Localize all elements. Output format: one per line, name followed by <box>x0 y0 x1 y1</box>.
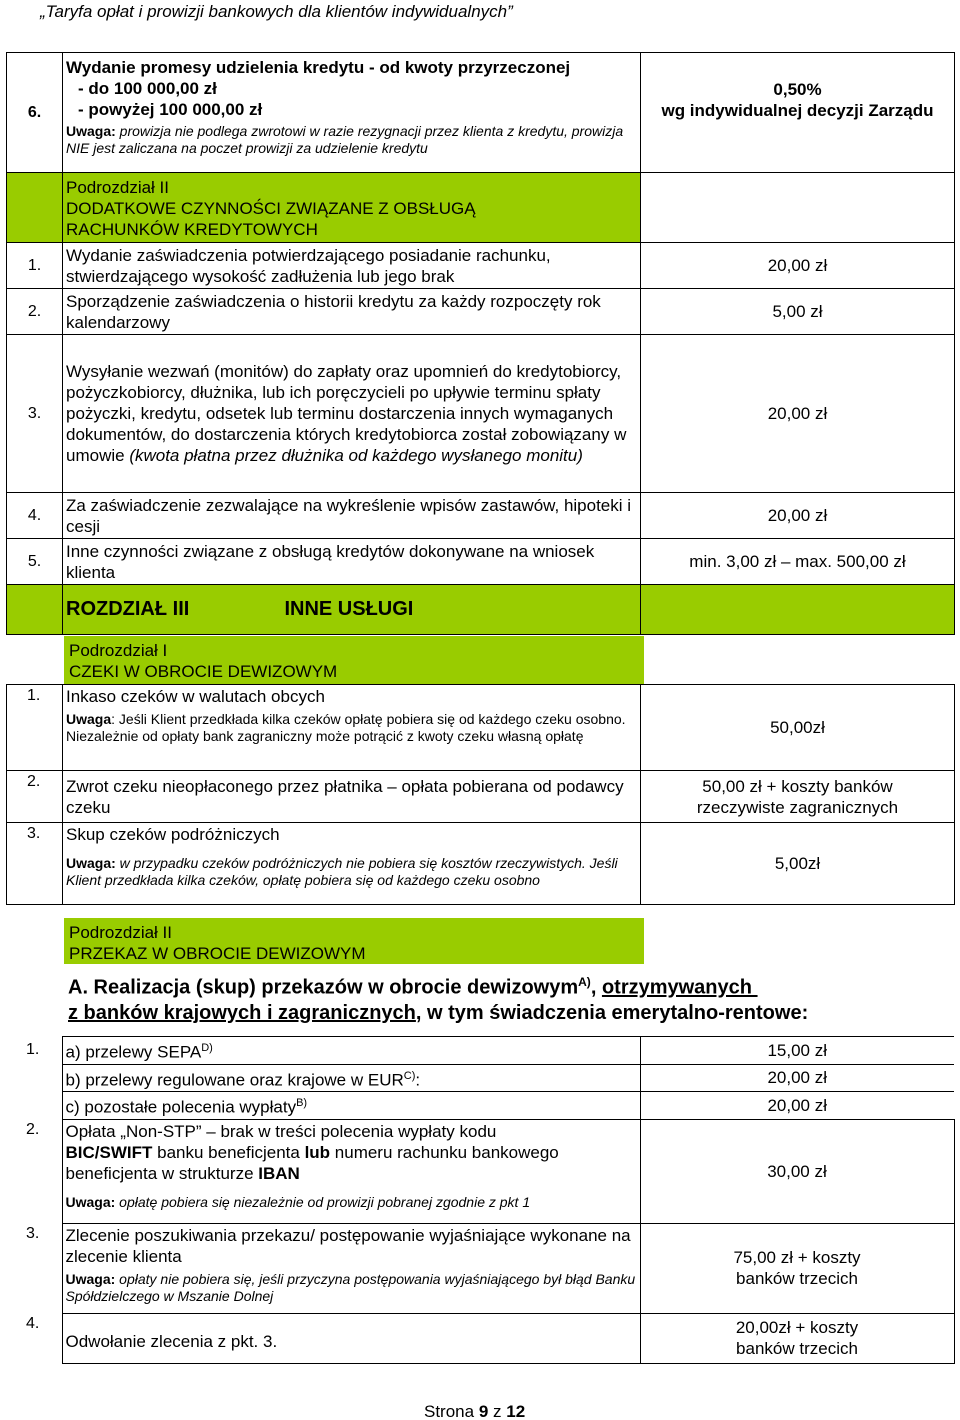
table-row <box>7 173 955 243</box>
row-note: Uwaga: Jeśli Klient przedkłada kilka czeków opłatę pobiera się od każdego czeku osobno. Niezależnie od opłaty bank zagraniczny może potrącić z kwoty czeku własną opłatę <box>66 711 626 744</box>
row-description: b) przelewy regulowane oraz krajowe w EUR <box>65 1070 404 1090</box>
row-number: 1. <box>26 1041 40 1059</box>
table-row <box>7 585 955 635</box>
row-description: a) przelewy SEPA <box>65 1042 202 1062</box>
table-row: 1. a) przelewy $SEPA^{D)}$ 15,00 zł <box>6 1037 954 1065</box>
price-value: 5,00zł <box>641 823 955 905</box>
table-row <box>7 539 955 585</box>
price-value: 5,00 zł <box>641 289 955 335</box>
row-description: c) pozostałe polecenia wypłaty <box>65 1097 297 1117</box>
table-row <box>7 335 955 493</box>
table-row: b) przelewy regulowane oraz krajowe w $EUR^{C)}$: 20,00 zł <box>6 1064 954 1092</box>
row-description: Wysyłanie wezwań (monitów) do zapłaty oraz upomnień do kredytobiorcy, pożyczkobiorcy, dłużnika, lub ich poręczycieli po upływie terminu spłaty pożyczki, kredytu, odsetek lub terminu dostarczenia innych wymaganych dokumentów, do dostarczenia których kredytobiorca został zobowiązany w umowie <box>66 362 627 465</box>
price-value: 20,00 zł <box>641 493 955 539</box>
row-note: Uwaga: w przypadku czeków podróżniczych nie pobiera się kosztów rzeczywistych. Jeśli Klient przedkłada kilka czeków, opłatę pobiera się od każdego czeku osobno <box>66 855 618 888</box>
price-value: 20,00 zł <box>640 1064 954 1092</box>
price-value: 75,00 zł + koszty <box>733 1248 861 1268</box>
subsection-title: RACHUNKÓW KREDYTOWYCH <box>66 220 318 239</box>
page-number: 9 <box>478 1402 489 1420</box>
price-value: 50,00zł <box>641 685 955 771</box>
row-number: 1. <box>7 685 63 771</box>
price-value: 20,00 zł <box>640 1092 954 1120</box>
subsection-title: DODATKOWE CZYNNOŚCI ZWIĄZANE Z OBSŁUGĄ <box>66 199 476 218</box>
table-row <box>7 243 955 289</box>
row-number: 6. <box>27 103 42 121</box>
table-row <box>7 685 955 771</box>
table-row <box>6 1223 954 1313</box>
row-description: BIC/SWIFT banku beneficjenta lub numeru rachunku bankowego <box>65 1142 559 1162</box>
row-number: 3. <box>26 1225 40 1243</box>
row-number: 2. <box>7 771 63 823</box>
fees-table-transfers <box>6 1036 955 1364</box>
row-title: Odwołanie zlecenia z pkt. 3. <box>62 1313 640 1363</box>
row-note: Uwaga: opłaty nie pobiera się, jeśli przyczyna postępowania wyjaśniającego był błąd Banku Spółdzielczego w Mszanie Dolnej <box>65 1270 636 1304</box>
row-number: 3. <box>7 823 63 905</box>
section-a-heading: A. Realizacja (skup) przekazów w obrocie dewizowym$^{A)}$, otrzymywanych z banków krajowych i zagranicznych, w tym świadczenia emerytalno-rentowe: <box>68 975 809 1024</box>
fees-table-credit <box>6 52 955 635</box>
price-value: 15,00 zł <box>640 1037 954 1065</box>
subsection-title: PRZEKAZ W OBROCIE DEWIZOWYM <box>69 944 366 963</box>
row-title: Wydanie promesy udzielenia kredytu - od kwoty przyrzeczonej <box>66 58 571 77</box>
price-value: 20,00 zł <box>641 335 955 493</box>
subsection-title: CZEKI W OBROCIE DEWIZOWYM <box>69 662 338 681</box>
price-value: 30,00 zł <box>640 1119 954 1223</box>
page-total: 12 <box>506 1402 526 1420</box>
page-footer: Strona 9 z 12 <box>424 1402 526 1420</box>
row-note: Uwaga: opłatę pobiera się niezależnie od prowizji pobranej zgodnie z pkt 1 <box>65 1193 531 1210</box>
row-number: 4. <box>7 493 63 539</box>
row-line: - powyżej 100 000,00 zł <box>78 100 263 119</box>
row-number: 4. <box>26 1315 40 1333</box>
price-value: 0,50% <box>773 80 822 99</box>
row-description: Wydanie zaświadczenia potwierdzającego posiadanie rachunku, stwierdzającego wysokość zadłużenia lub jego brak <box>63 243 641 289</box>
table-row <box>7 289 955 335</box>
row-description-italic: (kwota płatna przez dłużnika od każdego wysłanego monitu) <box>129 446 583 465</box>
transfers-header <box>64 918 644 964</box>
row-number: 2. <box>26 1121 40 1139</box>
table-row <box>7 53 955 173</box>
table-row <box>7 493 955 539</box>
subsection-label: Podrozdział II <box>69 923 172 942</box>
row-title: Zwrot czeku nieopłaconego przez płatnika – opłata pobierana od podawcy czeku <box>63 771 641 823</box>
row-number: 3. <box>7 335 63 493</box>
row-number: 5. <box>7 539 63 585</box>
cheques-header <box>64 636 644 684</box>
row-title: Inkaso czeków w walutach obcych <box>66 687 325 706</box>
row-description: Opłata „Non-STP” – brak w treści polecenia wypłaty kodu <box>65 1121 497 1141</box>
row-title: Skup czeków podróżniczych <box>66 825 280 844</box>
price-value: rzeczywiste zagranicznych <box>696 797 899 817</box>
price-value: 50,00 zł + koszty banków <box>702 776 893 796</box>
table-row: c) pozostałe polecenia wypłaty$^{B)}$ 20,00 zł <box>6 1092 954 1120</box>
price-value: banków trzecich <box>736 1339 858 1359</box>
subsection-label: Podrozdział II <box>66 178 169 197</box>
document-header: „Taryfa opłat i prowizji bankowych dla klientów indywidualnych” <box>40 2 513 21</box>
price-value: banków trzecich <box>736 1269 858 1289</box>
chapter-label: ROZDZIAŁ III <box>66 598 190 620</box>
price-value: 20,00zł + koszty <box>735 1318 859 1338</box>
table-row <box>7 823 955 905</box>
row-description: Inne czynności związane z obsługą kredytów dokonywane na wniosek klienta <box>63 539 641 585</box>
subsection-label: Podrozdział I <box>69 641 168 660</box>
price-value: min. 3,00 zł – max. 500,00 zł <box>641 539 955 585</box>
row-title: Zlecenie poszukiwania przekazu/ postępowanie wyjaśniające wykonane na zlecenie klienta <box>65 1225 631 1266</box>
row-description: beneficjenta w strukturze IBAN <box>65 1163 300 1183</box>
row-note: Uwaga: prowizja nie podlega zwrotowi w razie rezygnacji przez klienta z kredytu, prowizja NIE jest zaliczana na poczet prowizji za udzielenie kredytu <box>66 123 624 156</box>
price-value: wg indywidualnej decyzji Zarządu <box>661 101 934 120</box>
row-number: 1. <box>7 243 63 289</box>
row-description: Za zaświadczenie zezwalające na wykreślenie wpisów zastawów, hipoteki i cesji <box>63 493 641 539</box>
table-row <box>6 1119 954 1223</box>
fees-table-cheques <box>6 684 955 905</box>
chapter-title: INNE USŁUGI <box>284 598 414 620</box>
table-row <box>6 1313 954 1363</box>
row-description: Sporządzenie zaświadczenia o historii kredytu za każdy rozpoczęty rok kalendarzowy <box>63 289 641 335</box>
row-line: - do 100 000,00 zł <box>78 79 217 98</box>
table-row <box>7 771 955 823</box>
price-value: 20,00 zł <box>641 243 955 289</box>
row-number: 2. <box>7 289 63 335</box>
